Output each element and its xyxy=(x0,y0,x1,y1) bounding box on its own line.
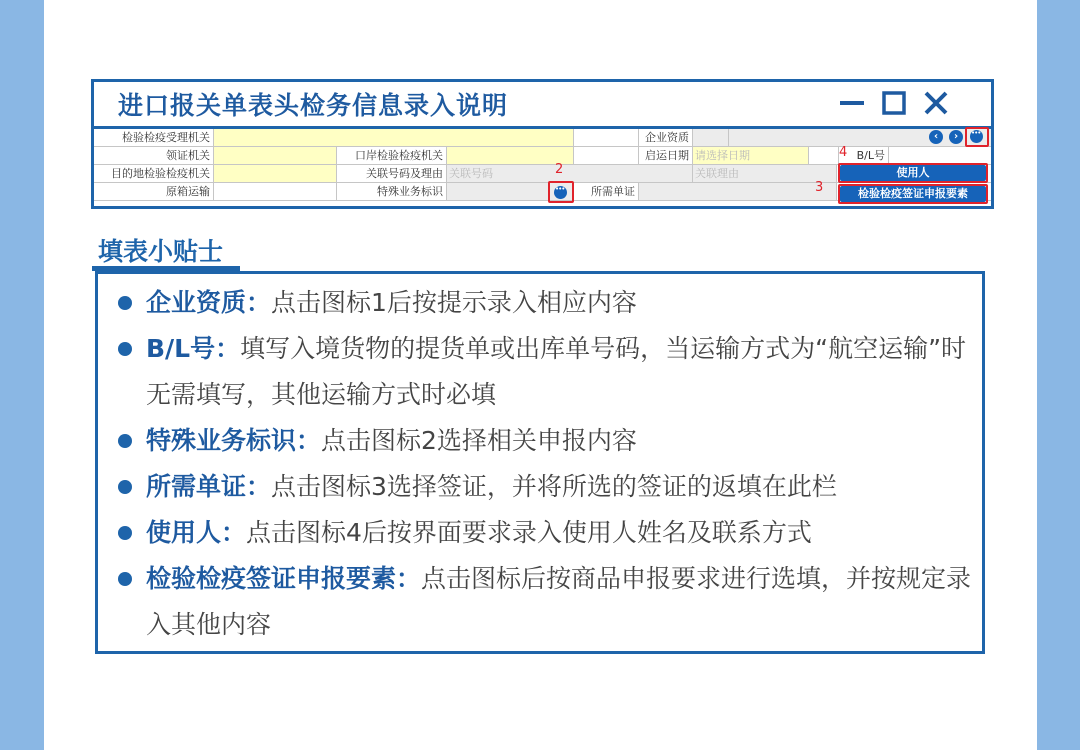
tip-key: 检验检疫签证申报要素： xyxy=(146,564,422,593)
required-docs-input[interactable] xyxy=(639,183,837,201)
marker-4: 4 xyxy=(839,145,848,160)
tip-item xyxy=(146,556,976,648)
bullet-icon xyxy=(118,526,132,540)
license-authority-label: 领证机关 xyxy=(94,147,214,165)
inspection-authority-input[interactable] xyxy=(214,129,574,147)
destination-authority-label: 目的地检验检疫机关 xyxy=(94,165,214,183)
license-authority-input[interactable] xyxy=(214,147,337,165)
bullet-icon xyxy=(118,296,132,310)
assoc-reason-input[interactable]: 关联理由 xyxy=(693,165,837,183)
window-title: 进口报关单表头检务信息录入说明 xyxy=(118,91,509,120)
destination-authority-input[interactable] xyxy=(214,165,337,183)
tip-key: 特殊业务标识： xyxy=(146,426,322,455)
tip-text: 填写入境货物的提货单或出库单号码，当运输方式为“航空运输”时无需填写，其他运输方式时必填 xyxy=(146,334,967,409)
assoc-number-label: 关联号码及理由 xyxy=(337,165,447,183)
required-docs-label: 所需单证 xyxy=(574,183,639,201)
tips-title: 填表小贴士 xyxy=(98,237,224,266)
qualification-more-icon[interactable] xyxy=(970,130,983,143)
departure-date-label: 启运日期 xyxy=(639,147,693,165)
tip-item xyxy=(146,326,976,418)
tip-key: B/L号： xyxy=(146,334,241,363)
tip-text: 点击图标2选择相关申报内容 xyxy=(321,426,637,455)
qualification-code-input[interactable] xyxy=(693,129,729,147)
bullet-icon xyxy=(118,572,132,586)
tip-text: 点击图标后按商品申报要求进行选填，并按规定录入其他内容 xyxy=(146,564,972,639)
bullet-icon xyxy=(118,342,132,356)
tip-item xyxy=(146,418,976,464)
tip-key: 企业资质： xyxy=(146,288,272,317)
tip-text: 点击图标1后按提示录入相应内容 xyxy=(271,288,637,317)
next-icon[interactable]: › xyxy=(949,130,963,144)
bullet-icon xyxy=(118,434,132,448)
form-window xyxy=(91,79,994,209)
marker-3: 3 xyxy=(815,180,824,195)
maximize-icon[interactable] xyxy=(879,88,909,118)
special-business-label: 特殊业务标识 xyxy=(337,183,447,201)
tip-item xyxy=(146,510,976,556)
window-titlebar xyxy=(94,82,991,129)
original-container-label: 原箱运输 xyxy=(94,183,214,201)
bullet-icon xyxy=(118,480,132,494)
user-button[interactable]: 使用人 xyxy=(840,165,986,181)
inspection-authority-label: 检验检疫受理机关 xyxy=(94,129,214,147)
tip-key: 使用人： xyxy=(146,518,247,547)
row1-spacer xyxy=(574,129,639,147)
bl-number-label: B/L号 xyxy=(839,147,889,165)
tip-item xyxy=(146,464,976,510)
close-icon[interactable] xyxy=(921,88,951,118)
special-business-more-icon[interactable] xyxy=(554,186,567,199)
inspection-elements-button[interactable]: 检验检疫签证申报要素 xyxy=(840,186,986,202)
tip-key: 所需单证： xyxy=(146,472,272,501)
marker-2: 2 xyxy=(555,162,564,177)
departure-date-input[interactable]: 请选择日期 xyxy=(693,147,809,165)
tip-item xyxy=(146,280,976,326)
tips-box xyxy=(95,271,985,654)
customs-form-grid xyxy=(94,129,991,206)
assoc-number-input[interactable]: 关联号码 xyxy=(447,165,693,183)
row2-gap xyxy=(809,147,839,165)
tip-text: 点击图标3选择签证，并将所选的签证的返填在此栏 xyxy=(271,472,837,501)
port-authority-label: 口岸检验检疫机关 xyxy=(337,147,447,165)
tip-text: 点击图标4后按界面要求录入使用人姓名及联系方式 xyxy=(246,518,812,547)
minimize-icon[interactable] xyxy=(837,88,867,118)
prev-icon[interactable]: ‹ xyxy=(929,130,943,144)
row2-spacer xyxy=(574,147,639,165)
enterprise-qualification-label: 企业资质 xyxy=(639,129,693,147)
original-container-input[interactable] xyxy=(214,183,337,201)
